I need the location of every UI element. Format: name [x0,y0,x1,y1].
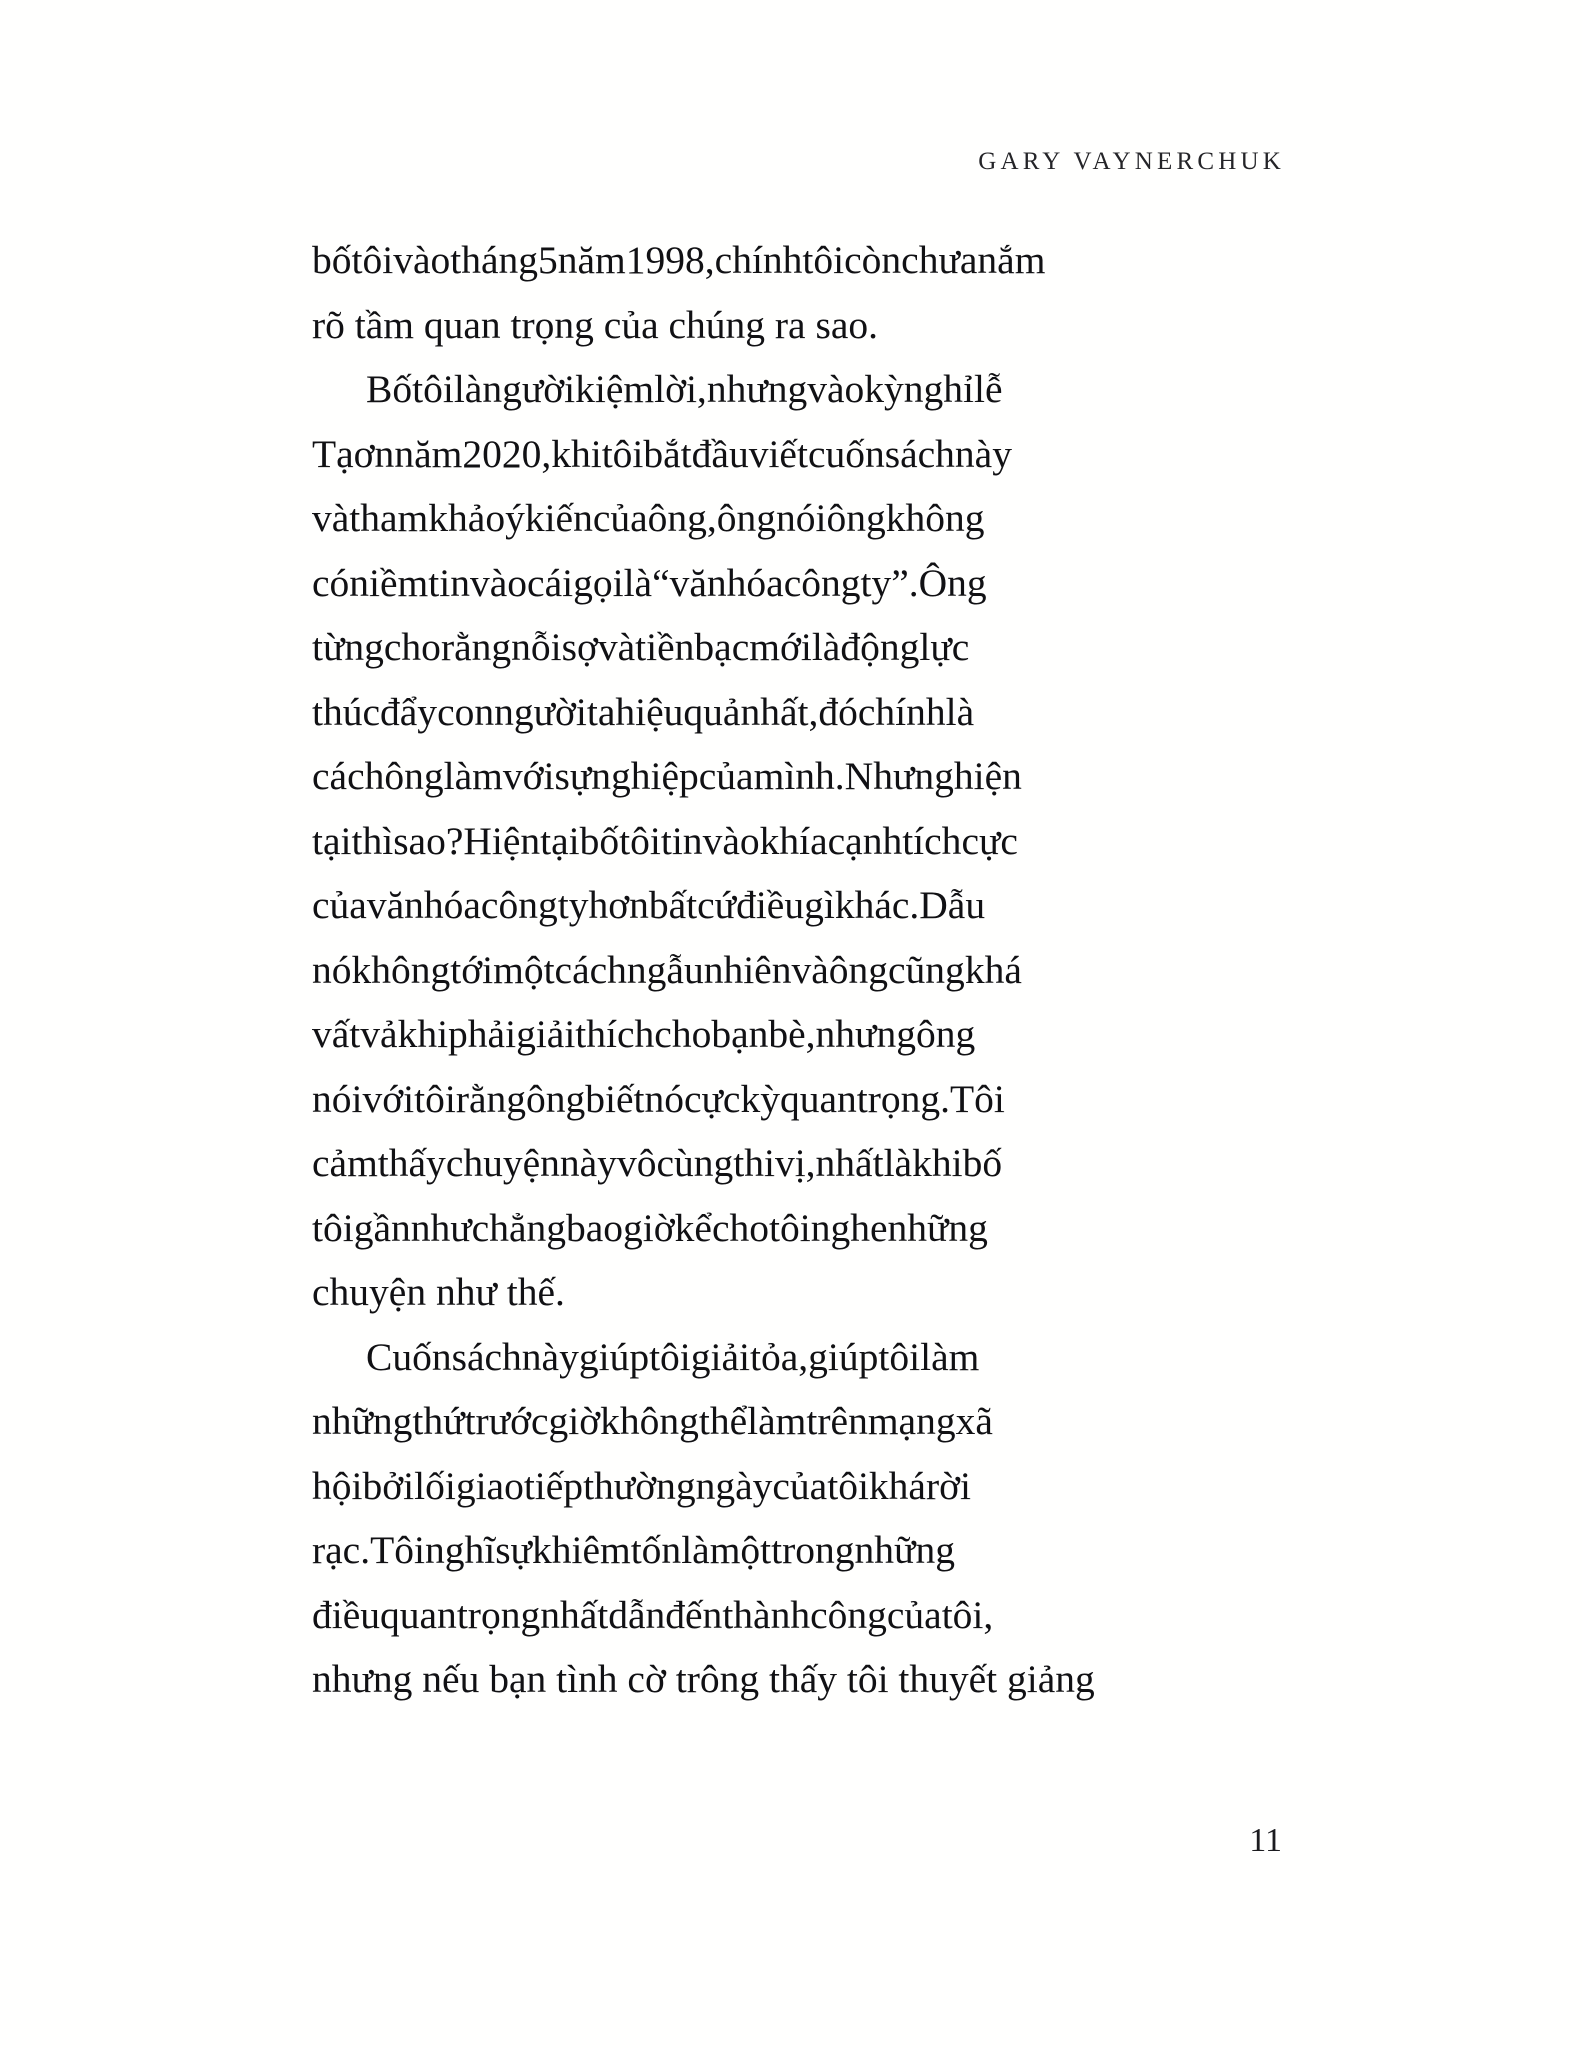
word: ông, [647,496,717,540]
running-head-author: GARY VAYNERCHUK [978,148,1285,175]
word: cũng [888,947,965,992]
word: cực [961,818,1018,863]
word: cách [312,754,385,798]
word: ông [716,496,777,540]
word: lễ [974,367,1003,411]
word: tháng [450,238,539,282]
word: thích [575,1012,655,1056]
word: kỳ [740,1076,780,1121]
text-line [312,1389,1282,1454]
word: cùng [656,1141,734,1185]
word: bố [962,1141,1003,1185]
word: tôi [414,1076,456,1121]
word: sự [495,1528,532,1572]
word: bắt [643,431,692,476]
word: ông [826,496,886,540]
word: cứ [697,883,737,927]
word: như [410,1205,472,1250]
word: giúp [808,1334,879,1379]
word: khi [551,431,602,476]
word: tại [540,818,580,863]
text-line [312,1454,1282,1519]
text-line [312,1583,1282,1648]
word: nhất [815,1141,884,1185]
word: sao? [393,818,464,863]
word: công [480,883,558,927]
word: nhưng [815,1012,916,1056]
word: của [312,883,367,927]
word: năm [394,431,463,476]
word: sự [554,754,592,798]
word: tới [450,947,494,992]
word: cái [527,560,574,605]
word: những [854,1528,955,1572]
word: và [312,496,350,540]
word: viết [748,431,808,476]
word: là [945,689,975,734]
word: trong [771,1528,855,1572]
word: tỏa, [750,1334,809,1379]
word: tích [902,818,962,863]
word: chính [857,689,946,734]
word: và [791,947,829,992]
word: năm [557,238,626,282]
word: vào [469,560,528,605]
word: ngẫu [626,947,704,992]
word: một [493,947,555,992]
word: khía [759,818,828,863]
paragraph-1 [312,228,1282,357]
word: nhất, [740,689,819,734]
word: nhưng [706,367,808,411]
word: tiền [635,625,695,669]
word: mạng [867,1399,956,1443]
word: vào [702,818,760,863]
word: tôi [351,238,394,282]
word: này [954,431,1012,476]
word: ơn [353,431,395,476]
word: cho [711,1205,770,1250]
word: niềm [349,560,429,605]
word: còn [844,238,902,282]
word: bè, [768,1012,816,1056]
word: nghiệp [591,754,699,798]
word: và [597,625,636,669]
word: thứ [412,1399,465,1443]
word: một [709,1528,772,1572]
word: nó [644,1076,684,1121]
word: tiếp [523,1463,584,1508]
word: quan [779,1076,857,1121]
text-line [312,744,1282,809]
word: Tôi [370,1528,425,1572]
word: mới [749,625,812,669]
text-line [312,1131,1282,1196]
word: hơn [588,883,649,927]
word: khảo [428,496,506,540]
text-line [312,551,1282,616]
word: Nhưng [844,754,954,798]
text-line [312,1518,1282,1583]
text-line [312,357,1282,422]
word: ngày [695,1463,773,1508]
text-line [312,1196,1282,1261]
word: với [502,754,555,798]
text-line [312,680,1282,745]
word: tại [312,818,352,863]
word: công [810,1592,887,1637]
word: nắm [977,238,1046,282]
word: tham [349,496,429,540]
word: biết [585,1076,645,1121]
word: Tôi [950,1076,1005,1121]
word: thấy [377,1141,446,1185]
paragraph-3 [312,1325,1282,1712]
word: là [811,625,841,669]
word: bố [579,818,620,863]
word: ông [915,1012,976,1056]
word: của [772,1463,828,1508]
word: giúp [578,1334,650,1379]
word: của [886,1592,942,1637]
word: đầu [691,431,749,476]
word: nghe [810,1205,888,1250]
word: rằng [455,1076,526,1121]
word: bố [312,238,352,282]
word: nỗi [511,625,562,669]
word: Ông [918,560,987,605]
word: kiệm [575,367,655,411]
word: cho [383,625,441,669]
word: người [482,367,576,411]
word: cách [554,947,627,992]
word: giải [690,1334,751,1379]
text-line [312,422,1282,487]
word: sợ [561,625,598,669]
word: 5 [538,238,558,282]
text-line: chuyện như thế. [312,1270,565,1314]
word: cảm [312,1141,378,1185]
word: kể [674,1205,712,1250]
word: xã [955,1399,993,1443]
word: với [362,1076,415,1121]
word: rời [925,1463,971,1508]
word: thúc [312,689,381,734]
word: làm [747,1399,807,1443]
text-line [312,228,1282,293]
word: này [559,1141,617,1185]
word: gì [804,883,835,927]
word: tin [428,560,470,605]
word: là [681,1528,710,1572]
word: động [840,625,920,669]
word: điều [736,883,805,927]
text-line [312,486,1282,551]
word: Cuốn [366,1334,452,1379]
word: tin [660,818,703,863]
word: gần [353,1205,411,1250]
word: đẩy [380,689,438,734]
word: những [312,1399,413,1443]
word: thường [583,1463,696,1508]
word: cạnh [827,818,903,863]
word: nói [312,1076,363,1121]
word: văn [366,883,424,927]
text-line [312,1002,1282,1067]
word: không [351,947,451,992]
word: có [312,560,350,605]
word: ty [557,883,589,927]
word: tốn [630,1528,682,1572]
word: tôi [649,1334,691,1379]
word: vô [616,1141,657,1185]
word: là [883,1141,913,1185]
word: công [783,560,861,605]
word: đó [818,689,858,734]
word: giờ [623,1205,675,1250]
word: điều [312,1592,381,1637]
word: ta [586,689,616,734]
word: thành [722,1592,811,1637]
word: cho [654,1012,712,1056]
word: tôi [312,1205,354,1250]
word: trọng [456,1592,541,1637]
word: bạn [711,1012,769,1056]
word: tôi [827,1463,869,1508]
word: của [592,496,648,540]
word: trọng. [856,1076,951,1121]
word: rằng [440,625,512,669]
word: từng [312,625,384,669]
word: nhiên [703,947,792,992]
word: kỳ [864,367,904,411]
word: tôi [769,1205,811,1250]
word: không [885,496,985,540]
word: 1998, [625,238,715,282]
word: làm [920,1334,980,1379]
word: hóa [726,560,784,605]
word: vào [393,238,451,282]
word: trên [806,1399,868,1443]
word: ông [526,1076,586,1121]
word: khi [912,1141,963,1185]
text-line: rõ tầm quan trọng của chúng ra sao. [312,302,878,347]
word: chuyện [445,1141,560,1185]
word: hóa [423,883,481,927]
text-line [312,615,1282,680]
word: gọi [573,560,624,605]
text-line [312,873,1282,938]
word: cực [683,1076,741,1121]
page-number: 11 [1249,1822,1282,1859]
word: hiệu [615,689,684,734]
word: quả [683,689,741,734]
word: khi [397,1012,449,1056]
word: lời, [654,367,707,411]
word: ý [505,496,525,540]
word: bởi [362,1463,415,1508]
word: chưa [901,238,978,282]
word: tôi [412,367,454,411]
word: vất [312,1012,361,1056]
word: giải [516,1012,576,1056]
word: là [453,367,483,411]
text-line [312,809,1282,874]
word: 2020, [462,431,552,476]
word: hội [312,1463,363,1508]
word: khá [868,1463,926,1508]
word: nói [776,496,827,540]
text-line [312,1067,1282,1132]
word: khiêm [531,1528,631,1572]
word: tôi [878,1334,921,1379]
word: cuốn [807,431,885,476]
word: lối [414,1463,456,1508]
word: sách [451,1334,522,1379]
word: nghĩ [424,1528,496,1572]
word: kiến [524,496,593,540]
word: nhất [540,1592,609,1637]
word: “văn [652,560,727,605]
word: nó [312,947,352,992]
word: vào [807,367,865,411]
word: thì [351,818,394,863]
word: giờ [548,1399,601,1443]
text-line [312,938,1282,1003]
word: người [494,689,587,734]
word: Tạ [312,431,354,476]
body-text-block [312,228,1282,1712]
word: khác. [834,883,920,927]
text-line: nhưng nếu bạn tình cờ trông thấy tôi thuyết giảng [312,1657,1095,1701]
word: sách [884,431,955,476]
word: dẫn [608,1592,666,1637]
word: đến [665,1592,723,1637]
word: này [521,1334,579,1379]
word: ông [828,947,889,992]
word: của [698,754,754,798]
word: con [437,689,495,734]
word: tôi [601,431,644,476]
word: tôi [802,238,845,282]
word: quan [380,1592,457,1637]
word: là [623,560,653,605]
word: ty”. [860,560,919,605]
word: Dẫu [919,883,986,927]
word: Hiện [463,818,541,863]
word: vị, [774,1141,816,1185]
word: trước [464,1399,549,1443]
word: vả [360,1012,398,1056]
word: Bố [366,367,413,411]
word: nghỉ [903,367,975,411]
word: rạc. [312,1528,371,1572]
text-line [312,1325,1282,1390]
word: giao [455,1463,524,1508]
word: những [887,1205,988,1250]
word: chẳng [471,1205,566,1250]
word: chính [714,238,803,282]
word: tôi [619,818,661,863]
word: khá [964,947,1022,992]
paragraph-2 [312,357,1282,1325]
word: ông [384,754,444,798]
word: bất [648,883,698,927]
word: phải [448,1012,517,1056]
word: lực [919,625,970,669]
word: bạc [694,625,750,669]
word: thể [698,1399,748,1443]
word: mình. [753,754,845,798]
word: hiện [953,754,1022,798]
word: tôi, [941,1592,994,1637]
word: không [600,1399,699,1443]
word: làm [443,754,503,798]
word: bao [566,1205,624,1250]
word: thi [733,1141,775,1185]
